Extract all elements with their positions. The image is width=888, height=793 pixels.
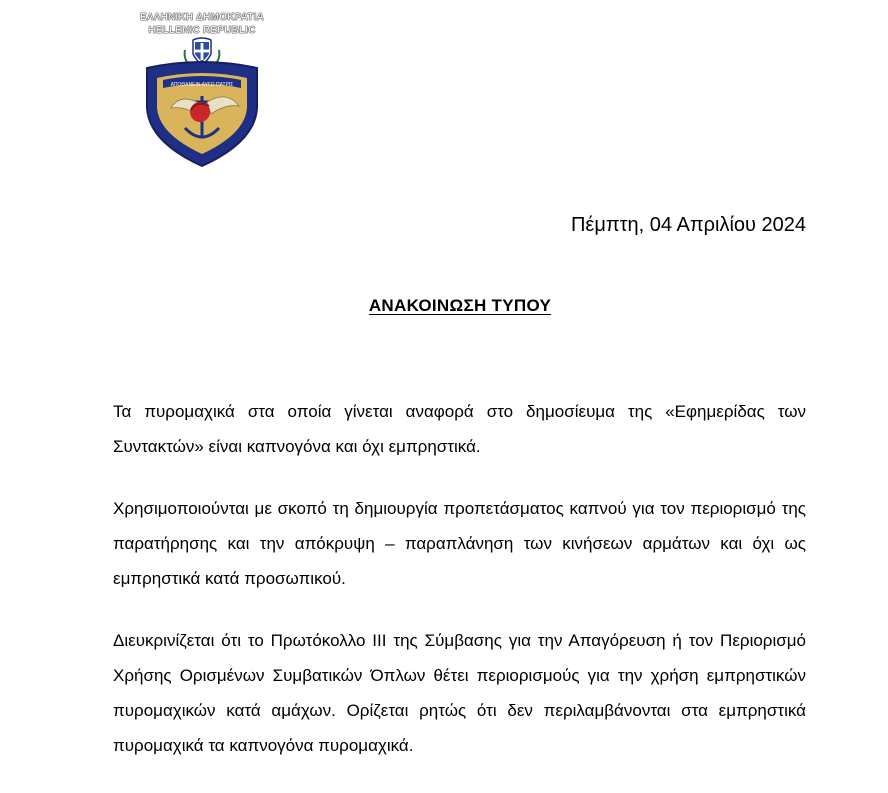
paragraph-1: Τα πυρομαχικά στα οποία γίνεται αναφορά στο δημοσίευμα της «Εφημερίδας των Συντακτών» είναι καπνογόνα και όχι εμπρηστικά. (113, 402, 806, 456)
emblem-banner-text: ΑΠΟΘΑΝΕΙΝ ΑΥΓΟ ΠΑΤΡΙΣ (170, 82, 234, 88)
republic-name-greek: ΕΛΛΗΝΙΚΗ ΔΗΜΟΚΡΑΤΙΑ (139, 12, 265, 23)
letterhead (127, 10, 277, 170)
republic-name-english: HELLENIC REPUBLIC (148, 25, 256, 36)
document-date: Πέμπτη, 04 Απριλίου 2024 (570, 214, 806, 236)
document-title: ΑΝΑΚΟΙΝΩΣΗ ΤΥΠΟΥ (368, 296, 552, 315)
document-body (113, 394, 806, 790)
paragraph-2: Χρησιμοποιούνται με σκοπό τη δημιουργία προπετάσματος καπνού για τον περιορισμό της παρατήρησης και την απόκρυψη – παραπλάνηση των κινήσεων αρμάτων και όχι ως εμπρηστικά κατά προσωπικού. (113, 499, 806, 588)
paragraph-3: Διευκρινίζεται ότι το Πρωτόκολλο ΙΙΙ της Σύμβασης για την Απαγόρευση ή τον Περιορισμό Χρήσης Ορισμένων Συμβατικών Όπλων θέτει περιορισμούς για την χρήση εμπρηστικών πυρομαχικών κατά αμάχων. Ορίζεται ρητώς ότι δεν περιλαμβάνονται στα εμπρηστικά πυρομαχικά τα καπνογόνα πυρομαχικά. (113, 631, 806, 755)
helmet-icon (190, 102, 210, 122)
